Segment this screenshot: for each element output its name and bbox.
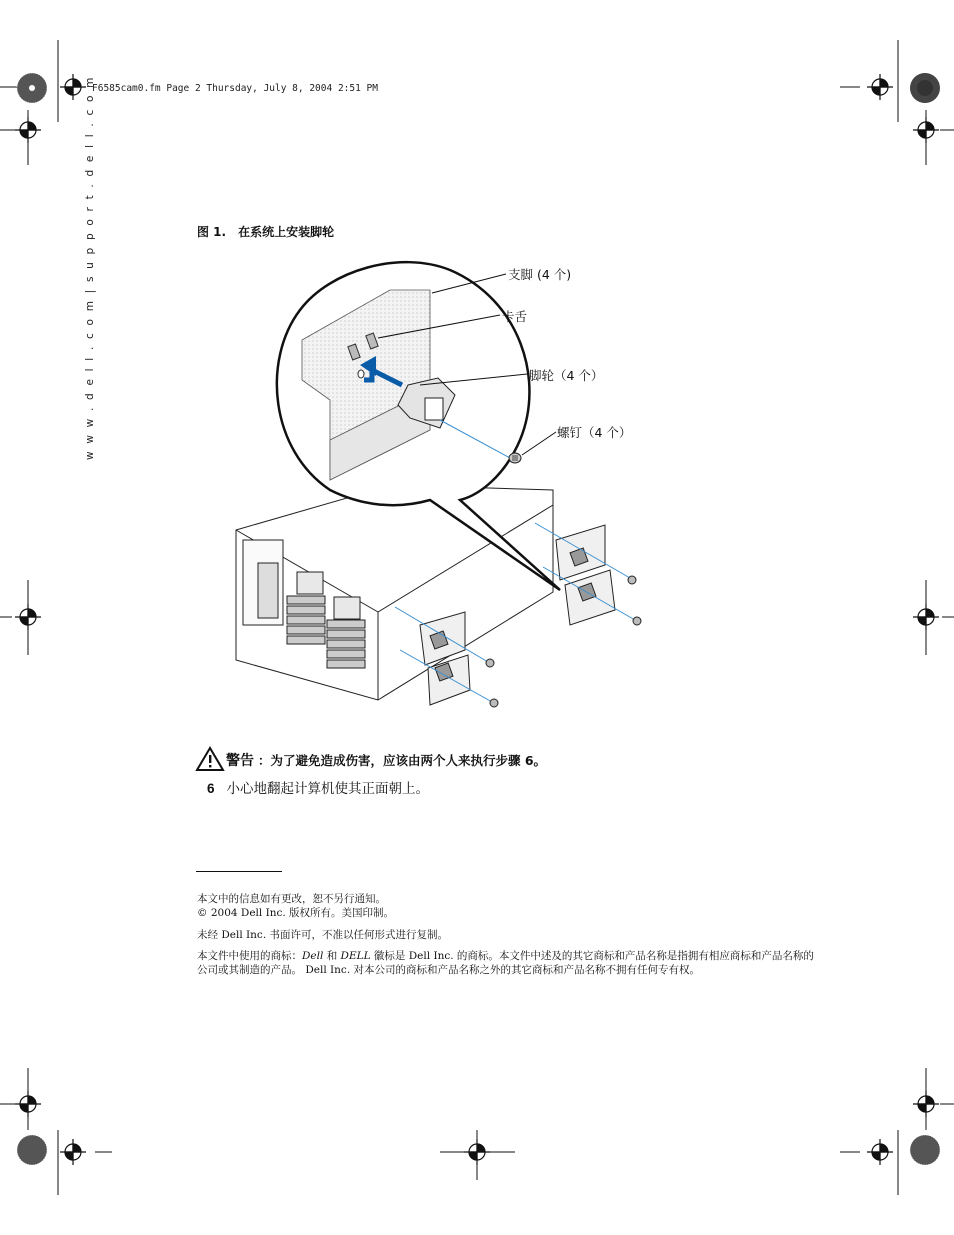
footer-copyright: © 2004 Dell Inc. 版权所有。美国印制。 [197,907,395,919]
warning-text [196,750,546,770]
side-url-text: w w w . d e l l . c o m | s u p p o r t . d e l l . c o m [84,75,96,460]
step-6 [207,777,429,797]
step-number: 6 [207,781,215,796]
callout-screw: 螺钉（4 个） [557,425,632,440]
footer-reproduction: 未经 Dell Inc. 书面许可，不准以任何形式进行复制。 [197,929,448,941]
callout-feet: 支脚 (4 个) [508,267,572,282]
step-text: 小心地翻起计算机使其正面朝上。 [226,781,430,797]
figure-number: 图 1. [197,225,227,239]
footer-trademarks: 本文件中使用的商标：Dell 和 DELL 徽标是 Dell Inc. 的商标。本文件中述及的其它商标和产品名称是指拥有相应商标和产品名称的公司或其制造的产品。 Dell Inc. 对本公司的商标和产品名称之外的其它商标和产品名称不拥有任何专有权。 [197,950,814,976]
figure-title: 在系统上安装脚轮 [238,225,335,239]
warning-body: ：为了避免造成伤害，应该由两个人来执行步骤 6。 [258,753,547,768]
callout-caster: 脚轮（4 个） [529,368,604,383]
warning-label: 警告 [226,753,254,769]
footer-rule [196,871,282,872]
callout-tab: 卡舌 [502,309,528,324]
footer-notice: 本文中的信息如有更改，恕不另行通知。 [197,893,386,905]
file-header: F6585cam0.fm Page 2 Thursday, July 8, 2004 2:51 PM [92,83,378,94]
